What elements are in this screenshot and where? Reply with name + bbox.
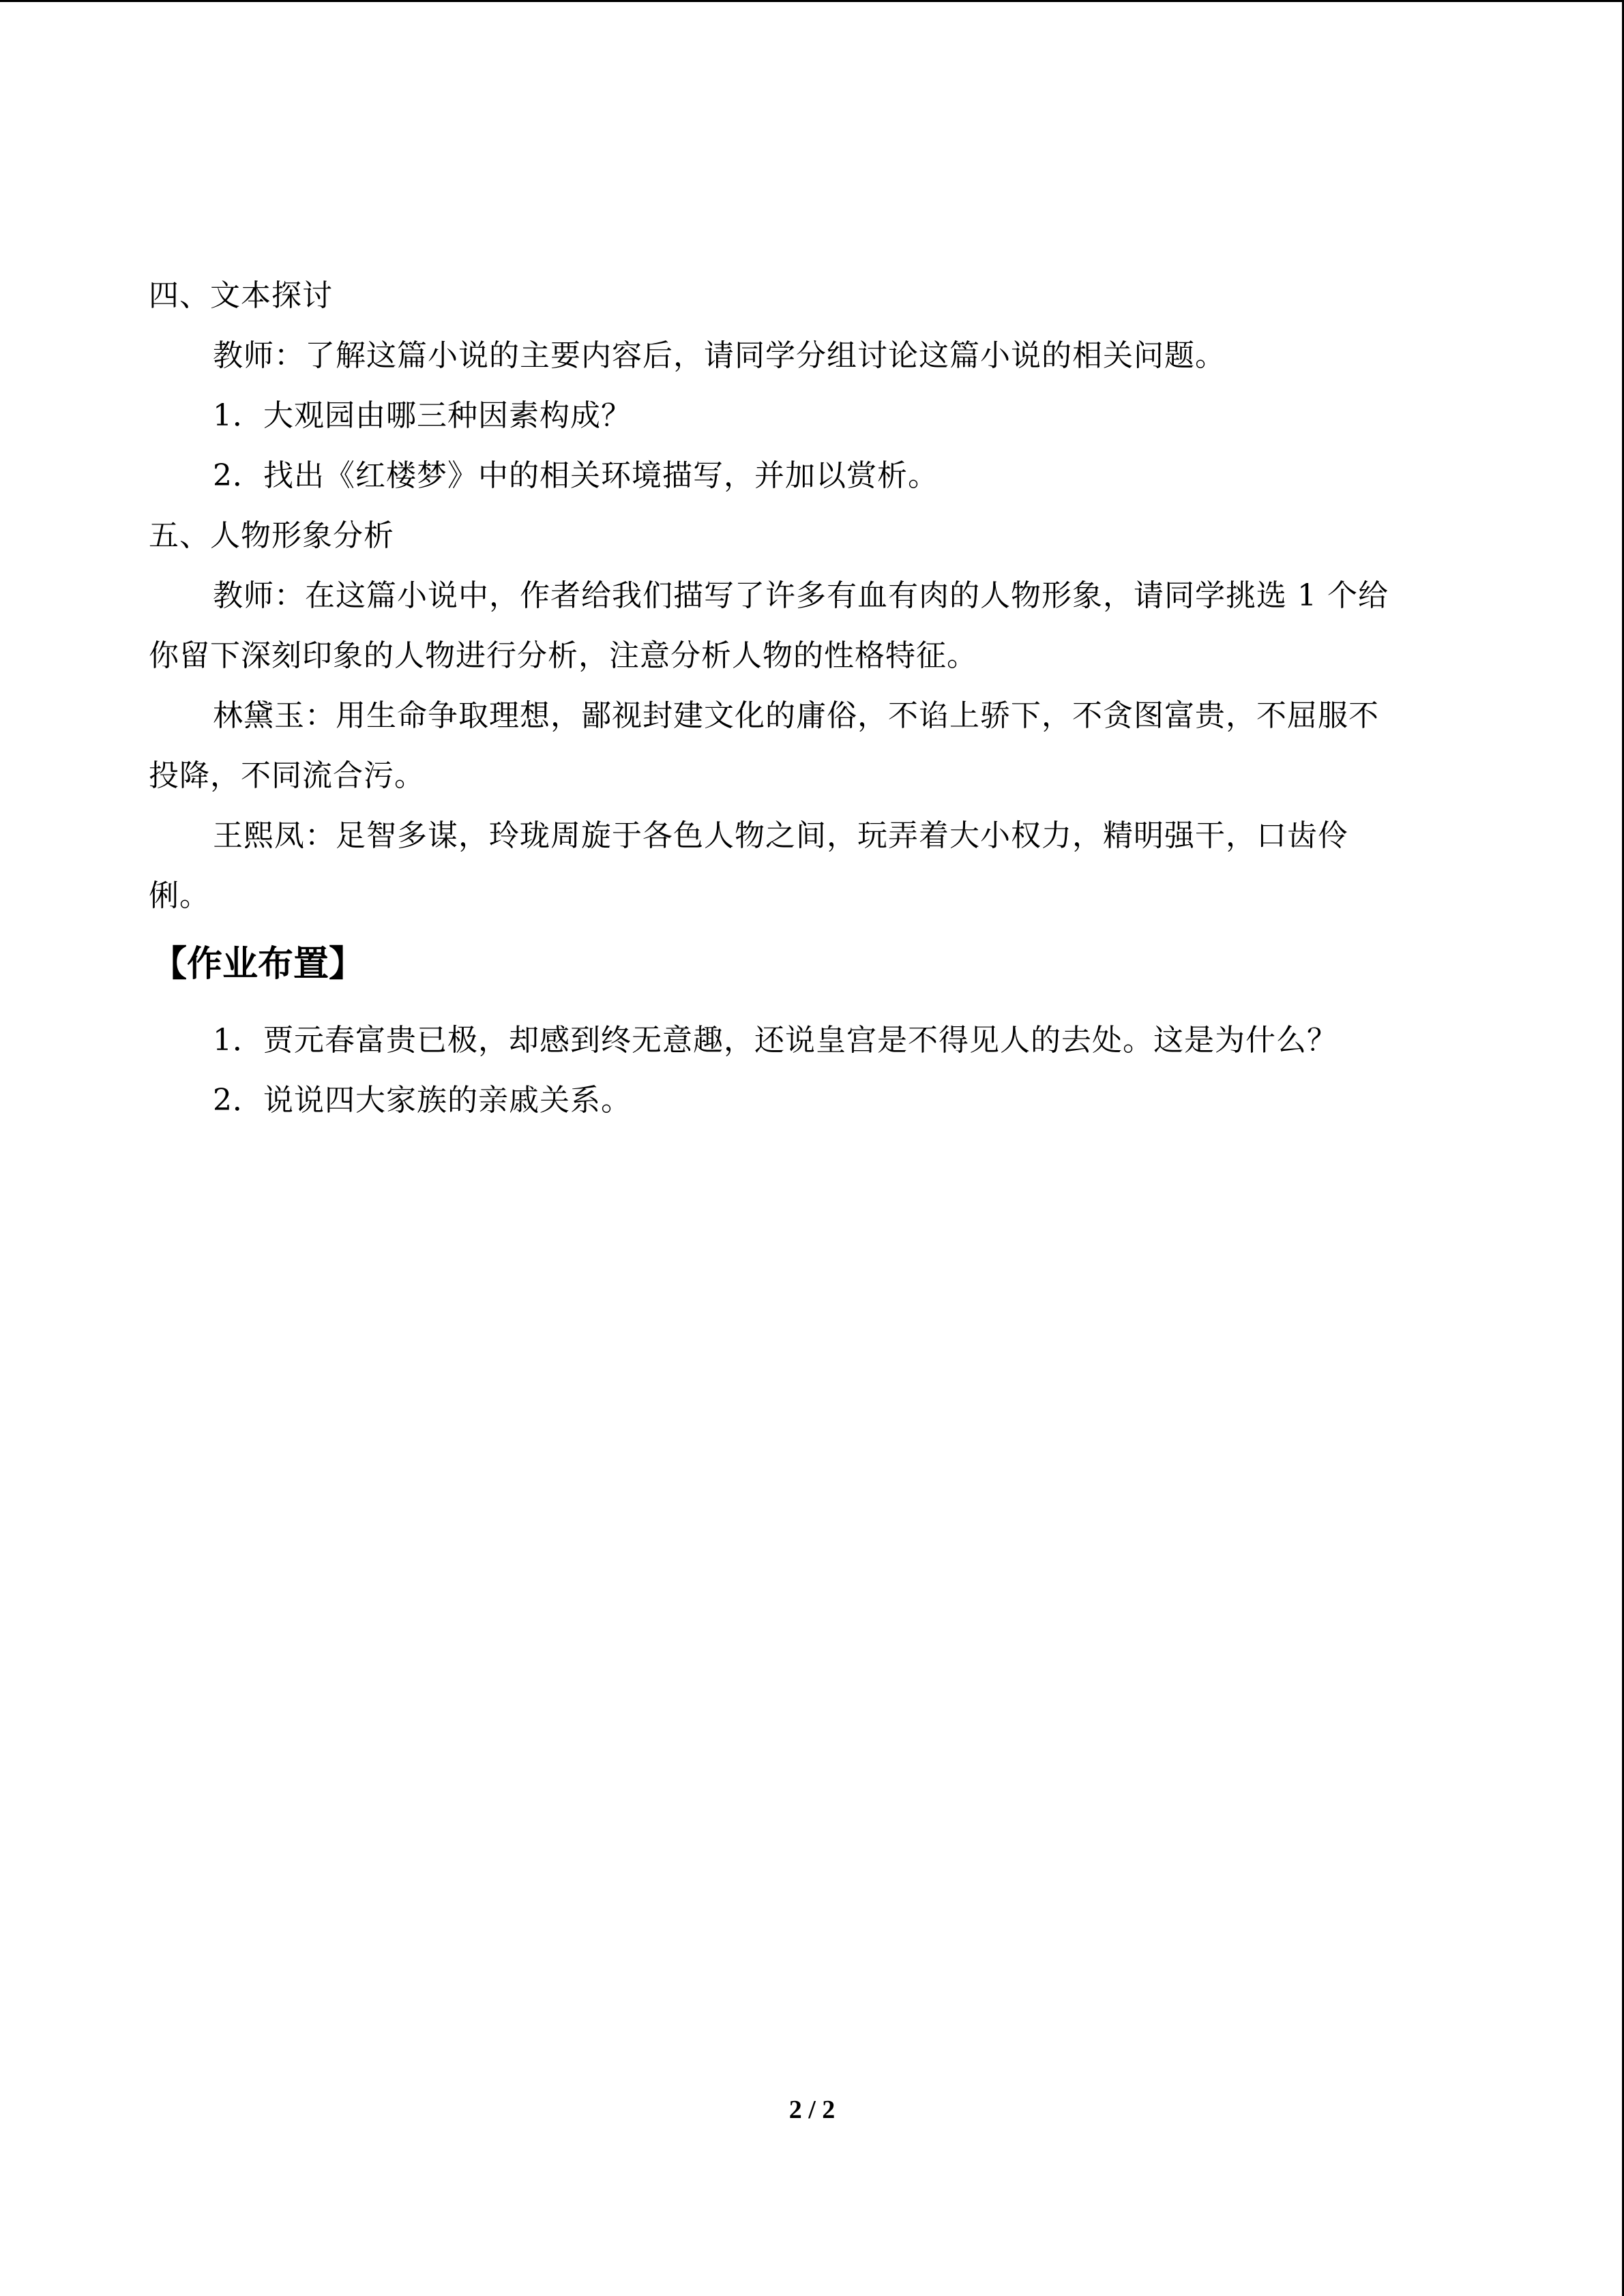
page-number: 2 / 2 [788, 2096, 836, 2124]
lin-daiyu-line-2: 投降，不同流合污。 [149, 758, 425, 793]
document-body [149, 266, 1465, 1131]
section-4-teacher-prompt: 教师：了解这篇小说的主要内容后，请同学分组讨论这篇小说的相关问题。 [213, 338, 1226, 373]
lin-daiyu-line-1: 林黛玉：用生命争取理想，鄙视封建文化的庸俗，不谄上骄下，不贪图富贵，不屈服不 [213, 698, 1379, 733]
wang-xifeng-line-2: 俐。 [149, 878, 210, 913]
section-4-question-2: 2．找出《红楼梦》中的相关环境描写，并加以赏析。 [213, 458, 939, 493]
section-5-teacher-line-1: 教师：在这篇小说中，作者给我们描写了许多有血有肉的人物形象，请同学挑选 1 个给 [213, 578, 1389, 613]
homework-item-1: 1．贾元春富贵已极，却感到终无意趣，还说皇宫是不得见人的去处。这是为什么？ [213, 1023, 1338, 1058]
section-5-teacher-line-2: 你留下深刻印象的人物进行分析，注意分析人物的性格特征。 [149, 638, 977, 673]
section-4-title: 四、文本探讨 [149, 278, 333, 313]
section-5-title: 五、人物形象分析 [149, 518, 394, 553]
page-top-border [0, 0, 1624, 2]
homework-heading: 【作业布置】 [151, 944, 365, 985]
section-4-question-1: 1．大观园由哪三种因素构成？ [213, 398, 632, 433]
homework-item-2: 2．说说四大家族的亲戚关系。 [213, 1083, 632, 1118]
wang-xifeng-line-1: 王熙凤：足智多谋，玲珑周旋于各色人物之间，玩弄着大小权力，精明强干，口齿伶 [213, 818, 1348, 853]
